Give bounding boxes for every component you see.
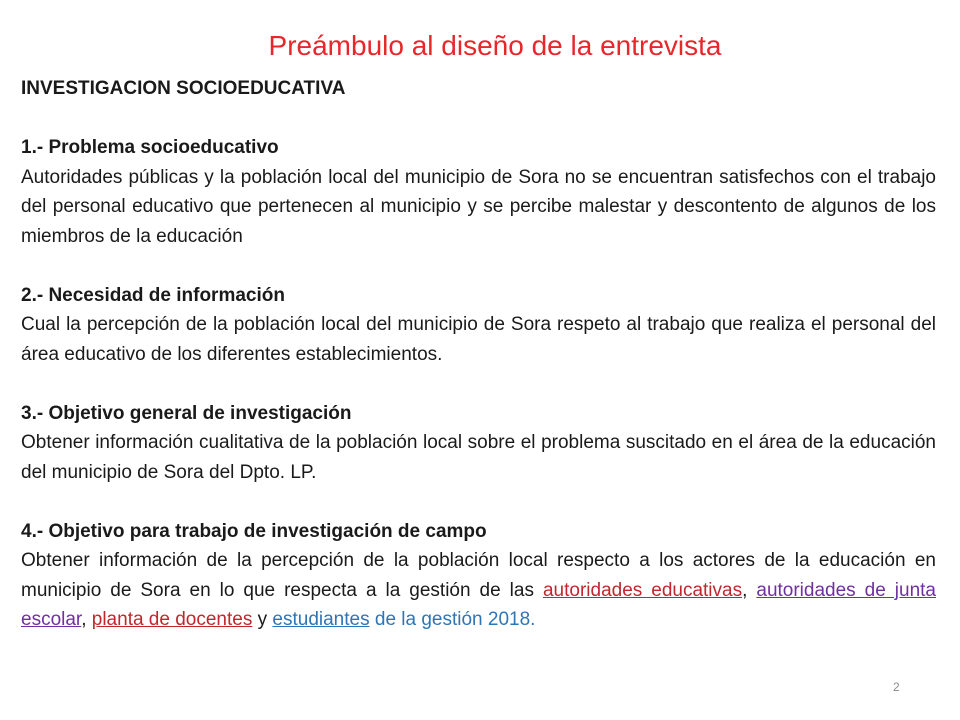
section-3-text: Obtener información cualitativa de la población local sobre el problema suscitado en el área de la educación del municipio de Sora del Dpto. LP. [21,432,936,483]
spacer [21,104,936,134]
separator: , [742,579,757,601]
section-1-heading: 1.- Problema socioeducativo [21,137,279,158]
slide-title: Preámbulo al diseño de la entrevista [268,30,722,61]
page-number: 2 [893,680,900,694]
section-4-intro: Obtener información de la percepción de la población local respecto a los actores de la educación en municipio de Sora en lo que respecta a la gestión de las [21,550,936,601]
link-autoridades-educativas[interactable]: autoridades educativas [542,579,743,601]
section-4-ending: de la gestión 2018. [369,609,536,630]
link-planta-docentes[interactable]: planta de docentes [91,609,253,630]
separator: , [81,609,92,630]
slide-body [21,74,936,635]
link-autoridades-junta-escolar[interactable]: autoridades de junta escolar [21,579,936,630]
separator: y [252,609,273,630]
section-4-text [21,546,936,635]
section-3-heading: 3.- Objetivo general de investigación [21,402,352,424]
section-2-text: Cual la percepción de la población local del municipio de Sora respeto al trabajo que realiza el personal del área educativo de los diferentes establecimientos. [21,314,936,365]
main-heading: INVESTIGACION SOCIOEDUCATIVA [21,78,346,99]
section-4-heading: 4.- Objetivo para trabajo de investigación de campo [21,520,487,542]
spacer [21,487,936,517]
section-2-heading: 2.- Necesidad de información [21,284,285,306]
section-1-text: Autoridades públicas y la población local del municipio de Sora no se encuentran satisfechos con el trabajo del personal educativo que pertenecen al municipio y se percibe malestar y descontento de algunos de los miembros de la educación [21,166,936,247]
link-estudiantes[interactable]: estudiantes [272,609,370,630]
spacer [21,369,936,399]
spacer [21,251,936,281]
